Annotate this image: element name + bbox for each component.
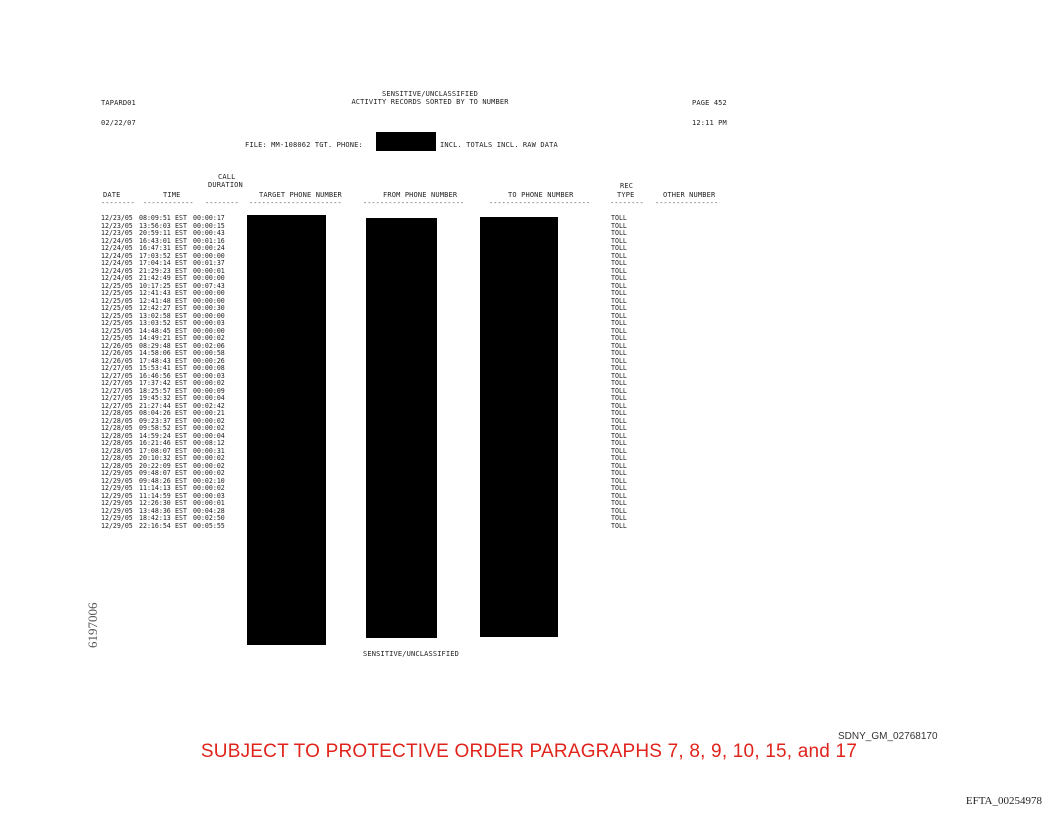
- row-timezone: EST: [175, 244, 187, 252]
- row-date: 12/23/05: [101, 214, 133, 222]
- report-id: TAPARD01: [101, 99, 136, 107]
- row-duration: 00:00:03: [193, 371, 225, 380]
- row-date: 12/29/05: [101, 514, 133, 522]
- row-timezone: EST: [175, 446, 187, 455]
- row-duration: 00:00:00: [193, 251, 225, 260]
- row-rec-type: TOLL: [611, 296, 627, 305]
- row-rec-type: TOLL: [611, 334, 627, 342]
- row-timezone: EST: [175, 341, 187, 350]
- row-duration: 00:07:43: [193, 281, 225, 290]
- row-timezone: EST: [175, 319, 187, 327]
- row-timezone: EST: [175, 431, 187, 440]
- row-date: 12/24/05: [101, 251, 133, 260]
- protective-order-notice: SUBJECT TO PROTECTIVE ORDER PARAGRAPHS 7, 8, 9, 10, 15, and 17: [200, 741, 858, 762]
- row-timezone: EST: [175, 439, 187, 447]
- row-duration: 00:00:02: [193, 469, 225, 477]
- col-type-header: TYPE: [617, 191, 635, 199]
- row-rec-type: TOLL: [611, 266, 627, 275]
- row-rec-type: TOLL: [611, 349, 627, 357]
- row-date: 12/24/05: [101, 236, 133, 245]
- col-time-header: TIME: [163, 191, 181, 199]
- row-rec-type: TOLL: [611, 319, 627, 327]
- row-timezone: EST: [175, 326, 187, 335]
- redaction-target-column: [247, 215, 326, 645]
- row-rec-type: TOLL: [611, 379, 627, 387]
- row-rec-type: TOLL: [611, 221, 627, 230]
- row-rec-type: TOLL: [611, 356, 627, 365]
- report-time: 12:11 PM: [692, 119, 727, 127]
- row-time: 12:26:30: [139, 499, 171, 507]
- row-rec-type: TOLL: [611, 484, 627, 492]
- row-time: 09:48:26: [139, 476, 171, 485]
- row-time: 10:17:25: [139, 281, 171, 290]
- row-rec-type: TOLL: [611, 409, 627, 417]
- separator-to: ------------------------: [489, 199, 591, 207]
- row-rec-type: TOLL: [611, 439, 627, 447]
- classification-header: SENSITIVE/UNCLASSIFIED: [381, 90, 479, 98]
- row-date: 12/28/05: [101, 446, 133, 455]
- row-rec-type: TOLL: [611, 386, 627, 395]
- row-timezone: EST: [175, 304, 187, 312]
- row-date: 12/25/05: [101, 281, 133, 290]
- row-duration: 00:01:37: [193, 259, 225, 267]
- row-timezone: EST: [175, 394, 187, 402]
- row-date: 12/25/05: [101, 296, 133, 305]
- row-timezone: EST: [175, 266, 187, 275]
- row-duration: 00:00:02: [193, 334, 225, 342]
- row-duration: 00:02:06: [193, 341, 225, 350]
- col-from-phone-header: FROM PHONE NUMBER: [383, 191, 458, 199]
- row-timezone: EST: [175, 296, 187, 305]
- row-duration: 00:00:03: [193, 491, 225, 500]
- row-duration: 00:00:03: [193, 319, 225, 327]
- row-duration: 00:01:16: [193, 236, 225, 245]
- row-date: 12/28/05: [101, 416, 133, 425]
- row-rec-type: TOLL: [611, 289, 627, 297]
- row-timezone: EST: [175, 289, 187, 297]
- col-to-phone-header: TO PHONE NUMBER: [508, 191, 574, 199]
- row-rec-type: TOLL: [611, 416, 627, 425]
- row-date: 12/24/05: [101, 274, 133, 282]
- row-date: 12/28/05: [101, 461, 133, 470]
- row-rec-type: TOLL: [611, 446, 627, 455]
- row-time: 22:16:54: [139, 521, 171, 530]
- row-timezone: EST: [175, 311, 187, 320]
- row-time: 16:46:56: [139, 371, 171, 380]
- row-rec-type: TOLL: [611, 364, 627, 372]
- row-time: 19:45:32: [139, 394, 171, 402]
- row-rec-type: TOLL: [611, 281, 627, 290]
- records-table: [101, 214, 627, 530]
- row-date: 12/29/05: [101, 506, 133, 515]
- row-rec-type: TOLL: [611, 431, 627, 440]
- row-timezone: EST: [175, 236, 187, 245]
- row-duration: 00:00:21: [193, 409, 225, 417]
- row-date: 12/28/05: [101, 424, 133, 432]
- file-line-suffix: INCL. TOTALS INCL. RAW DATA: [440, 141, 558, 149]
- row-time: 20:59:11: [139, 229, 171, 237]
- col-other-number-header: OTHER NUMBER: [663, 191, 716, 199]
- row-duration: 00:02:42: [193, 401, 225, 410]
- row-duration: 00:00:02: [193, 424, 225, 432]
- row-time: 17:04:14: [139, 259, 171, 267]
- separator-type: --------: [610, 199, 644, 207]
- row-rec-type: TOLL: [611, 424, 627, 432]
- row-time: 21:42:49: [139, 274, 171, 282]
- row-rec-type: TOLL: [611, 521, 627, 530]
- row-time: 08:09:51: [139, 214, 171, 222]
- row-date: 12/27/05: [101, 394, 133, 402]
- separator-target: ----------------------: [249, 199, 342, 207]
- row-timezone: EST: [175, 334, 187, 342]
- row-date: 12/23/05: [101, 221, 133, 230]
- row-duration: 00:00:02: [193, 484, 225, 492]
- row-time: 14:58:06: [139, 349, 171, 357]
- row-date: 12/25/05: [101, 334, 133, 342]
- row-timezone: EST: [175, 356, 187, 365]
- row-date: 12/24/05: [101, 266, 133, 275]
- row-rec-type: TOLL: [611, 341, 627, 350]
- redaction-from-column: [366, 218, 437, 638]
- row-duration: 00:00:02: [193, 379, 225, 387]
- row-duration: 00:00:01: [193, 266, 225, 275]
- row-time: 15:53:41: [139, 364, 171, 372]
- row-date: 12/27/05: [101, 371, 133, 380]
- row-timezone: EST: [175, 409, 187, 417]
- row-duration: 00:00:00: [193, 326, 225, 335]
- row-date: 12/25/05: [101, 289, 133, 297]
- file-line-prefix: FILE: MM-108062 TGT. PHONE:: [245, 141, 363, 149]
- table-row: [101, 521, 627, 531]
- row-time: 14:59:24: [139, 431, 171, 440]
- row-rec-type: TOLL: [611, 491, 627, 500]
- row-time: 08:29:48: [139, 341, 171, 350]
- row-duration: 00:00:00: [193, 289, 225, 297]
- row-rec-type: TOLL: [611, 214, 627, 222]
- row-timezone: EST: [175, 401, 187, 410]
- row-time: 09:48:07: [139, 469, 171, 477]
- row-duration: 00:00:02: [193, 454, 225, 462]
- row-rec-type: TOLL: [611, 454, 627, 462]
- col-call-label: CALL: [218, 173, 236, 181]
- row-duration: 00:00:43: [193, 229, 225, 237]
- row-time: 17:48:43: [139, 356, 171, 365]
- row-date: 12/25/05: [101, 326, 133, 335]
- row-duration: 00:00:30: [193, 304, 225, 312]
- row-rec-type: TOLL: [611, 394, 627, 402]
- row-duration: 00:00:04: [193, 394, 225, 402]
- row-date: 12/28/05: [101, 454, 133, 462]
- row-time: 13:56:03: [139, 221, 171, 230]
- efta-number: EFTA_00254978: [965, 795, 1042, 807]
- row-timezone: EST: [175, 281, 187, 290]
- row-date: 12/26/05: [101, 356, 133, 365]
- row-duration: 00:00:00: [193, 274, 225, 282]
- row-date: 12/25/05: [101, 319, 133, 327]
- row-rec-type: TOLL: [611, 499, 627, 507]
- row-time: 13:02:58: [139, 311, 171, 320]
- row-rec-type: TOLL: [611, 401, 627, 410]
- row-timezone: EST: [175, 221, 187, 230]
- separator-date: --------: [101, 199, 135, 207]
- row-rec-type: TOLL: [611, 229, 627, 237]
- row-date: 12/27/05: [101, 379, 133, 387]
- row-time: 13:48:36: [139, 506, 171, 515]
- row-rec-type: TOLL: [611, 274, 627, 282]
- row-timezone: EST: [175, 386, 187, 395]
- row-time: 11:14:13: [139, 484, 171, 492]
- row-timezone: EST: [175, 364, 187, 372]
- row-time: 18:25:57: [139, 386, 171, 395]
- row-rec-type: TOLL: [611, 259, 627, 267]
- row-time: 09:58:52: [139, 424, 171, 432]
- row-rec-type: TOLL: [611, 304, 627, 312]
- row-date: 12/29/05: [101, 521, 133, 530]
- row-timezone: EST: [175, 476, 187, 485]
- row-time: 16:47:31: [139, 244, 171, 252]
- row-date: 12/25/05: [101, 311, 133, 320]
- row-date: 12/28/05: [101, 431, 133, 440]
- row-timezone: EST: [175, 521, 187, 530]
- classification-footer: SENSITIVE/UNCLASSIFIED: [363, 650, 460, 658]
- row-time: 17:08:07: [139, 446, 171, 455]
- row-rec-type: TOLL: [611, 514, 627, 522]
- row-time: 17:03:52: [139, 251, 171, 260]
- row-time: 16:43:01: [139, 236, 171, 245]
- row-time: 20:10:32: [139, 454, 171, 462]
- row-timezone: EST: [175, 229, 187, 237]
- report-date: 02/22/07: [101, 119, 136, 127]
- row-time: 14:48:45: [139, 326, 171, 335]
- row-time: 17:37:42: [139, 379, 171, 387]
- row-duration: 00:00:15: [193, 221, 225, 230]
- row-date: 12/29/05: [101, 484, 133, 492]
- row-rec-type: TOLL: [611, 326, 627, 335]
- row-time: 14:49:21: [139, 334, 171, 342]
- row-time: 20:22:09: [139, 461, 171, 470]
- row-duration: 00:00:00: [193, 311, 225, 320]
- row-duration: 00:00:31: [193, 446, 225, 455]
- report-title: ACTIVITY RECORDS SORTED BY TO NUMBER: [351, 98, 509, 106]
- row-duration: 00:00:26: [193, 356, 225, 365]
- row-date: 12/26/05: [101, 349, 133, 357]
- row-timezone: EST: [175, 214, 187, 222]
- row-rec-type: TOLL: [611, 311, 627, 320]
- row-rec-type: TOLL: [611, 506, 627, 515]
- row-time: 18:42:13: [139, 514, 171, 522]
- bates-number: SDNY_GM_02768170: [838, 731, 938, 742]
- row-date: 12/28/05: [101, 409, 133, 417]
- row-timezone: EST: [175, 499, 187, 507]
- row-time: 13:03:52: [139, 319, 171, 327]
- row-duration: 00:00:04: [193, 431, 225, 440]
- vertical-bates-stamp: 6197006: [85, 602, 100, 648]
- col-date-header: DATE: [103, 191, 121, 199]
- row-duration: 00:02:10: [193, 476, 225, 485]
- row-timezone: EST: [175, 484, 187, 492]
- row-date: 12/27/05: [101, 386, 133, 395]
- row-date: 12/29/05: [101, 469, 133, 477]
- separator-duration: --------: [205, 199, 239, 207]
- row-time: 08:04:26: [139, 409, 171, 417]
- row-rec-type: TOLL: [611, 251, 627, 260]
- row-rec-type: TOLL: [611, 244, 627, 252]
- row-date: 12/28/05: [101, 439, 133, 447]
- row-time: 21:27:44: [139, 401, 171, 410]
- row-timezone: EST: [175, 461, 187, 470]
- row-timezone: EST: [175, 274, 187, 282]
- separator-time: ------------: [143, 199, 194, 207]
- row-duration: 00:00:17: [193, 214, 225, 222]
- row-duration: 00:00:58: [193, 349, 225, 357]
- row-duration: 00:00:02: [193, 416, 225, 425]
- row-duration: 00:00:00: [193, 296, 225, 305]
- row-time: 11:14:59: [139, 491, 171, 500]
- row-time: 21:29:23: [139, 266, 171, 275]
- row-duration: 00:05:55: [193, 521, 225, 530]
- row-time: 09:23:37: [139, 416, 171, 425]
- row-timezone: EST: [175, 424, 187, 432]
- row-date: 12/23/05: [101, 229, 133, 237]
- row-timezone: EST: [175, 514, 187, 522]
- row-duration: 00:02:50: [193, 514, 225, 522]
- row-date: 12/29/05: [101, 499, 133, 507]
- separator-from: ------------------------: [363, 199, 465, 207]
- row-rec-type: TOLL: [611, 371, 627, 380]
- row-timezone: EST: [175, 259, 187, 267]
- row-rec-type: TOLL: [611, 476, 627, 485]
- row-date: 12/27/05: [101, 364, 133, 372]
- row-date: 12/24/05: [101, 244, 133, 252]
- row-timezone: EST: [175, 416, 187, 425]
- row-time: 12:42:27: [139, 304, 171, 312]
- row-duration: 00:00:08: [193, 364, 225, 372]
- row-timezone: EST: [175, 251, 187, 260]
- col-rec-label: REC: [620, 182, 634, 190]
- row-rec-type: TOLL: [611, 469, 627, 477]
- row-timezone: EST: [175, 371, 187, 380]
- row-rec-type: TOLL: [611, 236, 627, 245]
- row-duration: 00:00:02: [193, 461, 225, 470]
- redaction-to-column: [480, 217, 558, 637]
- row-duration: 00:00:01: [193, 499, 225, 507]
- row-timezone: EST: [175, 491, 187, 500]
- page-number: PAGE 452: [692, 99, 727, 107]
- row-timezone: EST: [175, 454, 187, 462]
- row-date: 12/24/05: [101, 259, 133, 267]
- redaction-target-phone: [376, 132, 436, 151]
- row-timezone: EST: [175, 469, 187, 477]
- row-date: 12/27/05: [101, 401, 133, 410]
- row-timezone: EST: [175, 349, 187, 357]
- row-time: 12:41:43: [139, 289, 171, 297]
- row-time: 12:41:48: [139, 296, 171, 305]
- row-date: 12/26/05: [101, 341, 133, 350]
- row-timezone: EST: [175, 506, 187, 515]
- row-duration: 00:04:28: [193, 506, 225, 515]
- row-duration: 00:00:09: [193, 386, 225, 395]
- row-date: 12/29/05: [101, 491, 133, 500]
- row-duration: 00:00:24: [193, 244, 225, 252]
- row-date: 12/25/05: [101, 304, 133, 312]
- row-rec-type: TOLL: [611, 461, 627, 470]
- col-target-phone-header: TARGET PHONE NUMBER: [259, 191, 342, 199]
- row-duration: 00:08:12: [193, 439, 225, 447]
- row-time: 16:21:46: [139, 439, 171, 447]
- col-duration-label: DURATION: [208, 181, 243, 189]
- separator-other: ---------------: [655, 199, 719, 207]
- row-date: 12/29/05: [101, 476, 133, 485]
- row-timezone: EST: [175, 379, 187, 387]
